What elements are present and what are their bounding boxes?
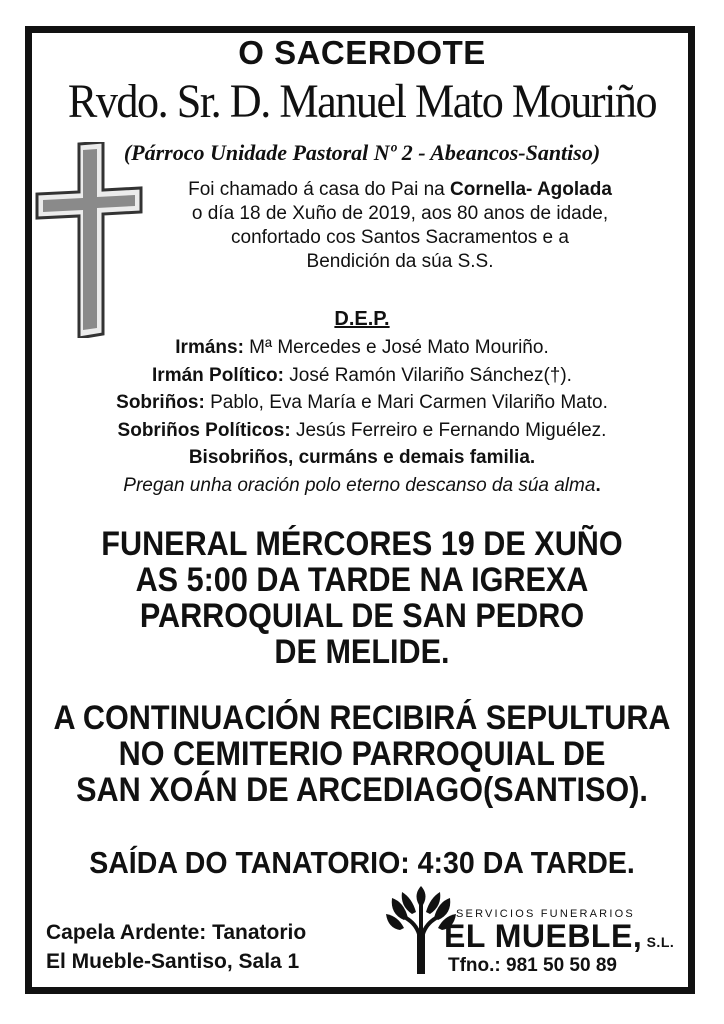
funeral-line4: DE MELIDE. bbox=[274, 633, 450, 671]
funeral-line2: AS 5:00 DA TARDE NA IGREXA bbox=[135, 561, 589, 599]
chapel-line2: El Mueble-Santiso, Sala 1 bbox=[46, 950, 300, 973]
intro-line4: Bendición da súa S.S. bbox=[306, 251, 494, 272]
other-family-line: Bisobriños, curmáns e demais familia. bbox=[188, 447, 536, 468]
notice-title: O SACERDOTE bbox=[238, 34, 486, 71]
intro-line2: o día 18 de Xuño de 2019, aos 80 anos de idade, bbox=[191, 203, 609, 224]
nephews-line: Sobriños: Pablo, Eva María e Mari Carmen Vilariño Mato. bbox=[116, 392, 608, 413]
brother-in-law-line: Irmán Político: José Ramón Vilariño Sánchez(†). bbox=[152, 364, 572, 386]
funeral-line1: FUNERAL MÉRCORES 19 DE XUÑO bbox=[101, 525, 623, 563]
burial-line3: SAN XOÁN DE ARCEDIAGO(SANTISO). bbox=[76, 771, 648, 809]
burial-line1: A CONTINUACIÓN RECIBIRÁ SEPULTURA bbox=[53, 699, 671, 737]
place-of-death: Cornella- Agolada bbox=[450, 179, 612, 200]
funeral-line3: PARROQUIAL DE SAN PEDRO bbox=[139, 597, 585, 635]
logo-name: EL MUEBLE, S.L. bbox=[444, 918, 675, 954]
chapel-info bbox=[46, 918, 306, 976]
prayer-line: Pregan unha oración polo eterno descanso da súa alma. bbox=[123, 474, 601, 496]
phone-number: Tfno.: 981 50 50 89 bbox=[448, 955, 617, 976]
intro-line1: Foi chamado á casa do Pai na bbox=[188, 179, 451, 200]
intro-text bbox=[160, 178, 640, 274]
intro-line3: confortado cos Santos Sacramentos e a bbox=[231, 227, 569, 248]
burial-info bbox=[36, 700, 688, 808]
family-list bbox=[0, 334, 724, 499]
nephews-in-law-line: Sobriños Políticos: Jesús Ferreiro e Fernando Miguélez. bbox=[117, 419, 607, 441]
funeral-info bbox=[36, 526, 688, 670]
departure-time: SAÍDA DO TANATORIO: 4:30 DA TARDE. bbox=[89, 845, 635, 880]
siblings-line: Irmáns: Mª Mercedes e José Mato Mouriño. bbox=[175, 337, 549, 358]
burial-line2: NO CEMITERIO PARROQUIAL DE bbox=[118, 735, 606, 773]
deceased-name: Rvdo. Sr. D. Manuel Mato Mouriño bbox=[67, 75, 657, 128]
funeral-home-logo bbox=[386, 884, 675, 976]
dep-heading: D.E.P. bbox=[334, 308, 390, 330]
logo-subtitle: SERVICIOS FUNERARIOS bbox=[456, 908, 635, 920]
chapel-line1: Capela Ardente: Tanatorio bbox=[46, 921, 307, 944]
parish-subtitle: (Párroco Unidade Pastoral Nº 2 - Abeancos-Santiso) bbox=[123, 140, 601, 165]
